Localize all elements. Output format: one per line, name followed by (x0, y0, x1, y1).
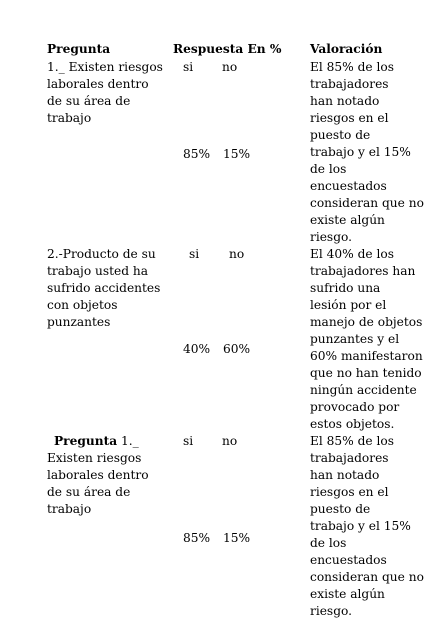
row1-valoracion-line: encuestados (310, 179, 387, 193)
row3-pregunta-number: 1._ (117, 434, 139, 448)
row2-no-label: no (229, 247, 245, 261)
row3-valoracion-line: puesto de (310, 502, 371, 516)
row1-valoracion-line: consideran que no (310, 196, 424, 210)
row3-pregunta-line: Existen riesgos (47, 451, 142, 465)
row3-valoracion-line: encuestados (310, 553, 387, 567)
row2-valoracion-line: ningún accidente (310, 383, 417, 397)
row3-pregunta-line: trabajo (47, 502, 92, 516)
row2-valoracion-line: 60% manifestaron (310, 349, 423, 363)
row3-valoracion-line: han notado (310, 468, 380, 482)
row1-pregunta-line: 1._ Existen riesgos (47, 60, 163, 74)
row3-valoracion-line: El 85% de los (310, 434, 395, 448)
row3-valoracion-line: existe algún (310, 587, 385, 601)
row1-valoracion-line: puesto de (310, 128, 371, 142)
row3-valoracion-line: trabajadores (310, 451, 389, 465)
row1-valoracion-line: El 85% de los (310, 60, 395, 74)
row1-valoracion-line: riesgo. (310, 230, 352, 244)
row3-pregunta-first-line (54, 433, 139, 450)
row2-pregunta-line: punzantes (47, 315, 111, 329)
row3-valoracion-line: consideran que no (310, 570, 424, 584)
row1-pregunta-line: trabajo (47, 111, 92, 125)
row1-valoracion-line: riesgos en el (310, 111, 389, 125)
row1-no-label: no (222, 60, 238, 74)
row2-valoracion-line: punzantes y el (310, 332, 400, 346)
row3-pregunta-line: de su área de (47, 485, 131, 499)
header-valoracion: Valoración (310, 42, 383, 56)
row3-no-label: no (222, 434, 238, 448)
row1-pct-si: 85% (183, 147, 211, 161)
row1-pct-no: 15% (223, 147, 251, 161)
row1-si-label: si (183, 60, 194, 74)
row2-valoracion-line: lesión por el (310, 298, 387, 312)
row3-valoracion-line: trabajo y el 15% (310, 519, 411, 533)
row2-si-label: si (189, 247, 200, 261)
row2-pregunta-line: trabajo usted ha (47, 264, 149, 278)
row1-valoracion-line: de los (310, 162, 347, 176)
row3-valoracion-line: de los (310, 536, 347, 550)
row1-valoracion-line: trabajo y el 15% (310, 145, 411, 159)
row2-pregunta-line: sufrido accidentes (47, 281, 161, 295)
row2-valoracion-line: trabajadores han (310, 264, 416, 278)
header-respuesta: Respuesta En % (173, 42, 282, 56)
row3-valoracion-line: riesgos en el (310, 485, 389, 499)
row3-pregunta-line: laborales dentro (47, 468, 149, 482)
row3-pregunta-bold: Pregunta (54, 434, 118, 448)
row1-valoracion-line: existe algún (310, 213, 385, 227)
row3-pct-si: 85% (183, 531, 211, 545)
row2-pregunta-line: con objetos (47, 298, 118, 312)
row2-pregunta-line: 2.-Producto de su (47, 247, 156, 261)
row2-valoracion-line: sufrido una (310, 281, 381, 295)
row2-pct-si: 40% (183, 342, 211, 356)
row2-valoracion-line: que no han tenido (310, 366, 422, 380)
header-pregunta: Pregunta (47, 42, 111, 56)
row1-valoracion-line: trabajadores (310, 77, 389, 91)
row2-valoracion-line: provocado por (310, 400, 400, 414)
row1-valoracion-line: han notado (310, 94, 380, 108)
row1-pregunta-line: laborales dentro (47, 77, 149, 91)
row1-pregunta-line: de su área de (47, 94, 131, 108)
row2-valoracion-line: El 40% de los (310, 247, 395, 261)
row3-si-label: si (183, 434, 194, 448)
row3-valoracion-line: riesgo. (310, 604, 352, 618)
row2-valoracion-line: estos objetos. (310, 417, 395, 431)
row2-valoracion-line: manejo de objetos (310, 315, 423, 329)
row3-pct-no: 15% (223, 531, 251, 545)
row2-pct-no: 60% (223, 342, 251, 356)
